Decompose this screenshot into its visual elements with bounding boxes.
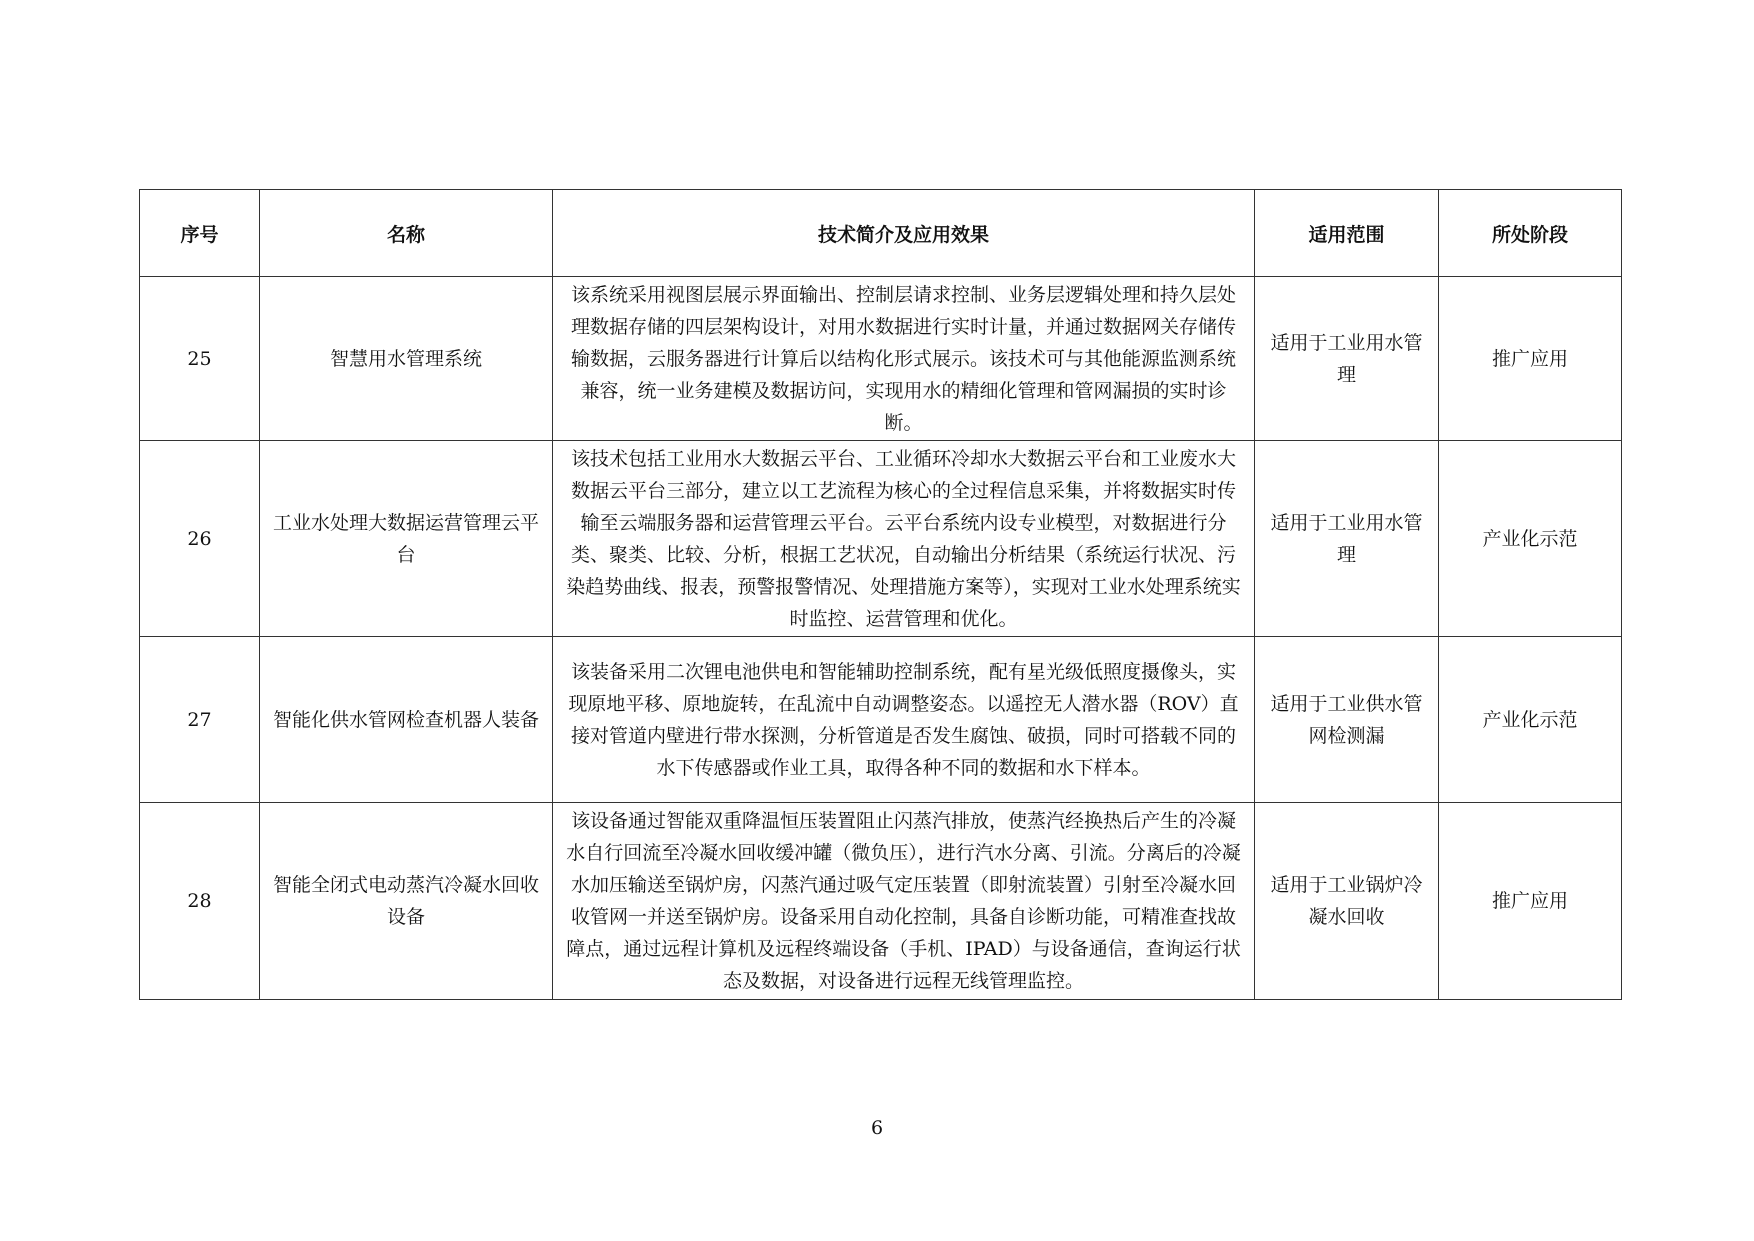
row-name: 智能全闭式电动蒸汽冷凝水回收设备	[260, 803, 553, 1000]
header-stage: 所处阶段	[1439, 190, 1622, 277]
technology-table	[139, 189, 1622, 1000]
row-serial: 27	[140, 637, 260, 803]
page-number: 6	[870, 1117, 884, 1139]
row-description: 该装备采用二次锂电池供电和智能辅助控制系统，配有星光级低照度摄像头，实现原地平移、原地旋转，在乱流中自动调整姿态。以遥控无人潜水器（ROV）直接对管道内壁进行带水探测，分析管道是否发生腐蚀、破损，同时可搭载不同的水下传感器或作业工具，取得各种不同的数据和水下样本。	[553, 637, 1255, 803]
row-serial: 26	[140, 441, 260, 637]
table-row	[140, 637, 1622, 803]
row-name: 智慧用水管理系统	[260, 277, 553, 441]
row-serial: 25	[140, 277, 260, 441]
row-scope: 适用于工业供水管网检测漏	[1255, 637, 1439, 803]
header-name: 名称	[260, 190, 553, 277]
row-scope: 适用于工业用水管理	[1255, 441, 1439, 637]
row-scope: 适用于工业锅炉冷凝水回收	[1255, 803, 1439, 1000]
header-description: 技术简介及应用效果	[553, 190, 1255, 277]
table-row	[140, 441, 1622, 637]
row-stage: 产业化示范	[1439, 441, 1622, 637]
header-serial: 序号	[140, 190, 260, 277]
row-description: 该系统采用视图层展示界面输出、控制层请求控制、业务层逻辑处理和持久层处理数据存储的四层架构设计，对用水数据进行实时计量，并通过数据网关存储传输数据，云服务器进行计算后以结构化形式展示。该技术可与其他能源监测系统兼容，统一业务建模及数据访问，实现用水的精细化管理和管网漏损的实时诊断。	[553, 277, 1255, 441]
row-scope: 适用于工业用水管理	[1255, 277, 1439, 441]
row-description: 该技术包括工业用水大数据云平台、工业循环冷却水大数据云平台和工业废水大数据云平台三部分，建立以工艺流程为核心的全过程信息采集，并将数据实时传输至云端服务器和运营管理云平台。云平台系统内设专业模型，对数据进行分类、聚类、比较、分析，根据工艺状况，自动输出分析结果（系统运行状况、污染趋势曲线、报表，预警报警情况、处理措施方案等），实现对工业水处理系统实时监控、运营管理和优化。	[553, 441, 1255, 637]
row-description: 该设备通过智能双重降温恒压装置阻止闪蒸汽排放，使蒸汽经换热后产生的冷凝水自行回流至冷凝水回收缓冲罐（微负压），进行汽水分离、引流。分离后的冷凝水加压输送至锅炉房，闪蒸汽通过吸气定压装置（即射流装置）引射至冷凝水回收管网一并送至锅炉房。设备采用自动化控制，具备自诊断功能，可精准查找故障点，通过远程计算机及远程终端设备（手机、IPAD）与设备通信，查询运行状态及数据，对设备进行远程无线管理监控。	[553, 803, 1255, 1000]
table-row	[140, 803, 1622, 1000]
row-name: 智能化供水管网检查机器人装备	[260, 637, 553, 803]
row-name: 工业水处理大数据运营管理云平台	[260, 441, 553, 637]
row-stage: 产业化示范	[1439, 637, 1622, 803]
header-scope: 适用范围	[1255, 190, 1439, 277]
row-stage: 推广应用	[1439, 277, 1622, 441]
table-row	[140, 277, 1622, 441]
row-stage: 推广应用	[1439, 803, 1622, 1000]
row-serial: 28	[140, 803, 260, 1000]
table-header-row	[140, 190, 1622, 277]
